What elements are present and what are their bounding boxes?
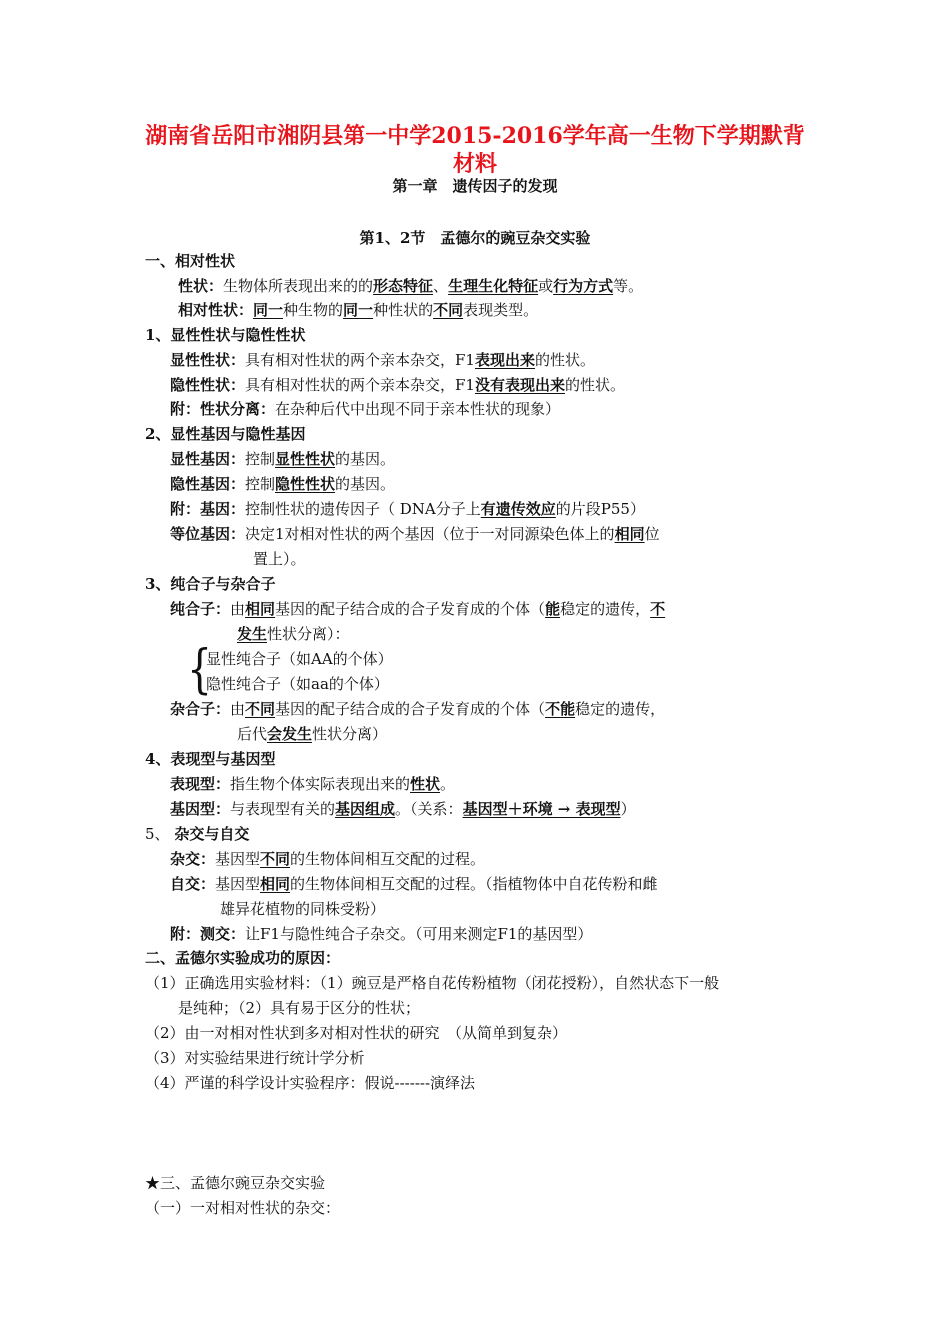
allele-definition — [170, 523, 660, 545]
keyword: 不同 — [245, 700, 276, 718]
term: 等位基因： — [170, 525, 246, 543]
chapter-heading: 第一章 遗传因子的发现 — [392, 177, 558, 195]
keyword: 会发生 — [267, 725, 313, 743]
text: 的性状。 — [534, 351, 595, 369]
recessive-homozygote: 隐性纯合子（如aa的个体） — [206, 675, 389, 693]
segregation-note — [170, 398, 560, 420]
text: 种性状的 — [373, 301, 434, 319]
gene-definition — [170, 498, 645, 520]
section-heading: 第1、2节 孟德尔的豌豆杂交实验 — [359, 229, 591, 247]
text: 控制性状的遗传因子（ DNA分子上 — [245, 500, 481, 518]
text: 的性状。 — [564, 376, 625, 394]
keyword: 行为方式 — [553, 277, 614, 295]
keyword: 形态特征 — [373, 277, 434, 295]
term: 自交： — [170, 875, 216, 893]
text: 基因的配子结合成的合子发育成的个体（ — [275, 700, 546, 718]
text: 生物体所表现出来的的 — [223, 277, 374, 295]
p2-heading: 2、显性基因与隐性基因 — [145, 425, 306, 443]
genotype-definition — [170, 798, 636, 820]
heterozygote-definition — [170, 698, 665, 720]
p3-heading: 3、纯合子与杂合子 — [145, 575, 276, 593]
text: 基因型 — [215, 850, 261, 868]
text: 与表现型有关的 — [230, 800, 336, 818]
allele-definition-cont: 置上）。 — [253, 550, 306, 568]
term: 显性性状： — [170, 351, 246, 369]
recessive-trait-definition — [170, 374, 625, 396]
dominant-homozygote: 显性纯合子（如AA的个体） — [206, 650, 393, 668]
text: 的生物体间相互交配的过程。 — [290, 850, 486, 868]
text: 由 — [230, 600, 246, 618]
keyword: 基因组成 — [335, 800, 396, 818]
self-cross-definition — [170, 873, 658, 895]
keyword: 相同 — [245, 600, 276, 618]
title-line-1: 湖南省岳阳市湘阴县第一中学2015-2016学年高一生物下学期默背 — [145, 123, 805, 149]
reason-2: （2）由一对相对性状到多对相对性状的研究 （从简单到复杂） — [145, 1024, 568, 1042]
relative-trait-definition — [178, 299, 538, 321]
phenotype-definition — [170, 773, 455, 795]
p5-heading — [145, 823, 249, 845]
text: 种生物的 — [283, 301, 344, 319]
dominant-trait-definition — [170, 349, 595, 371]
recessive-gene-definition — [170, 473, 395, 495]
text: 等。 — [613, 277, 644, 295]
heading-text: 杂交与自交 — [174, 825, 250, 843]
reason-1: （1）正确选用实验材料：（1）豌豆是严格自花传粉植物（闭花授粉），自然状态下一般 — [145, 974, 720, 992]
term: 附：性状分离： — [170, 400, 276, 418]
text: 控制 — [245, 475, 276, 493]
term: 相对性状： — [178, 301, 254, 319]
title-line-2: 材料 — [452, 151, 497, 177]
text: 基因型 — [215, 875, 261, 893]
text: 、 — [433, 277, 449, 295]
text: 具有相对性状的两个亲本杂交，F1 — [245, 351, 475, 369]
text: 稳定的遗传， — [560, 600, 651, 618]
brace-symbol: { — [187, 640, 212, 700]
term: 基因型： — [170, 800, 231, 818]
text: ） — [620, 800, 636, 818]
dominant-gene-definition — [170, 448, 395, 470]
keyword: 不同 — [260, 850, 291, 868]
text: 基因的配子结合成的合子发育成的个体（ — [275, 600, 546, 618]
term: 附：基因： — [170, 500, 246, 518]
text: 在杂种后代中出现不同于亲本性状的现象） — [275, 400, 561, 418]
term: 附：测交： — [170, 925, 246, 943]
term: 隐性基因： — [170, 475, 246, 493]
p1-heading: 1、显性性状与隐性性状 — [145, 326, 306, 344]
text: 的基因。 — [335, 450, 396, 468]
term: 隐性性状： — [170, 376, 246, 394]
document-title — [130, 122, 820, 178]
text: 具有相对性状的两个亲本杂交，F1 — [245, 376, 475, 394]
keyword: 同一 — [343, 301, 374, 319]
text: 。（关系： — [395, 800, 463, 818]
term: 杂合子： — [170, 700, 231, 718]
reason-4: （4）严谨的科学设计实验程序：假说-------演绎法 — [145, 1074, 476, 1092]
keyword: 生理生化特征 — [448, 277, 539, 295]
keyword: 发生 — [237, 625, 268, 643]
keyword: 不同 — [433, 301, 464, 319]
text: 的生物体间相互交配的过程。（指植物体中自花传粉和雌 — [290, 875, 658, 893]
text: 。 — [440, 775, 456, 793]
text: 的基因。 — [335, 475, 396, 493]
keyword: 相同 — [614, 525, 645, 543]
text: 后代 — [237, 725, 268, 743]
term: 性状： — [178, 277, 224, 295]
text: 由 — [230, 700, 246, 718]
term: 杂交： — [170, 850, 216, 868]
text: 或 — [538, 277, 554, 295]
keyword: 隐性性状 — [275, 475, 336, 493]
homozygote-definition — [170, 598, 665, 620]
keyword: 性状 — [410, 775, 441, 793]
keyword: 不能 — [545, 700, 576, 718]
testcross-definition — [170, 923, 592, 945]
keyword: 基因型＋环境 → 表现型 — [462, 800, 621, 818]
keyword: 同一 — [253, 301, 284, 319]
heterozygote-definition-cont — [237, 723, 387, 745]
text: 表现类型。 — [463, 301, 539, 319]
keyword: 相同 — [260, 875, 291, 893]
trait-definition — [178, 275, 643, 297]
text: 控制 — [245, 450, 276, 468]
text: 位 — [644, 525, 660, 543]
cross-definition — [170, 848, 485, 870]
text: 性状分离） — [312, 725, 388, 743]
keyword: 没有表现出来 — [474, 376, 565, 394]
term: 表现型： — [170, 775, 231, 793]
reason-3: （3）对实验结果进行统计学分析 — [145, 1049, 365, 1067]
text: 让F1与隐性纯合子杂交。（可用来测定F1的基因型） — [245, 925, 593, 943]
s2-heading: 二、孟德尔实验成功的原因： — [145, 949, 341, 967]
s3-subheading: （一）一对相对性状的杂交： — [145, 1199, 341, 1217]
term: 显性基因： — [170, 450, 246, 468]
reason-1-cont: 是纯种；（2）具有易于区分的性状； — [178, 999, 421, 1017]
keyword: 表现出来 — [474, 351, 535, 369]
text: 性状分离）： — [267, 625, 350, 643]
homozygote-definition-cont — [237, 623, 350, 645]
keyword: 不 — [650, 600, 666, 618]
s3-heading: ★三、孟德尔豌豆杂交实验 — [145, 1174, 326, 1192]
text: 稳定的遗传， — [575, 700, 666, 718]
text: 决定1对相对性状的两个基因（位于一对同源染色体上的 — [245, 525, 615, 543]
text: 的片段P55） — [555, 500, 645, 518]
keyword: 有遗传效应 — [480, 500, 556, 518]
p4-heading: 4、表现型与基因型 — [145, 750, 276, 768]
heading-number: 5、 — [145, 825, 170, 843]
term: 纯合子： — [170, 600, 231, 618]
s1-heading: 一、相对性状 — [145, 252, 236, 270]
keyword: 能 — [545, 600, 561, 618]
self-cross-definition-cont: 雄异花植物的同株受粉） — [220, 900, 386, 918]
keyword: 显性性状 — [275, 450, 336, 468]
text: 指生物个体实际表现出来的 — [230, 775, 411, 793]
